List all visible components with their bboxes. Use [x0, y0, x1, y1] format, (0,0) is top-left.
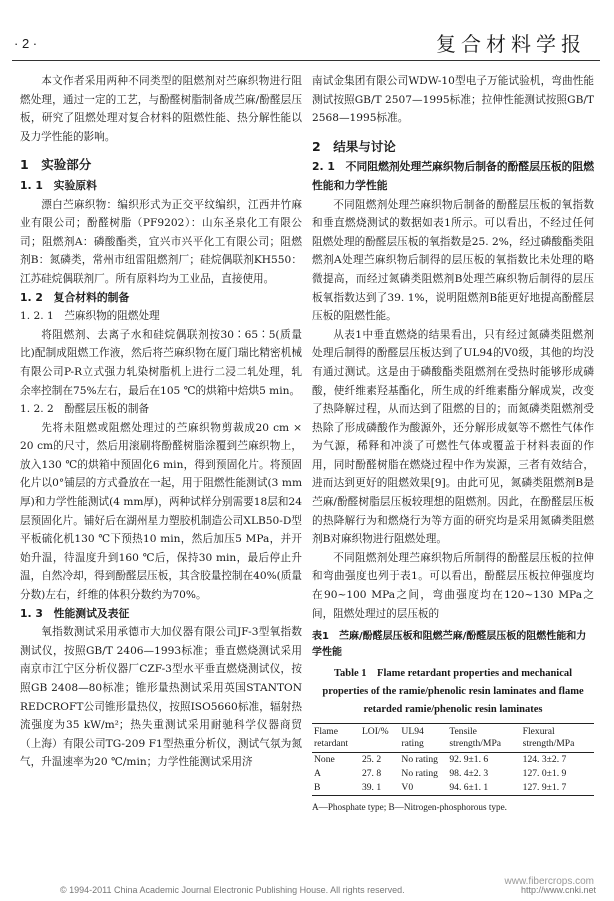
table-row — [312, 767, 594, 781]
col-header-loi: LOI/% — [360, 724, 399, 753]
table-cell: 94. 6±1. 1 — [447, 781, 520, 796]
section-heading-results: 2 结果与讨论 — [312, 138, 396, 154]
left-column — [20, 72, 302, 772]
subsection-heading-testing: 1. 3 性能测试及表征 — [20, 606, 130, 620]
subsection-heading-flame-properties: 2. 1 不同阻燃剂处理苎麻织物后制备的酚醛层压板的阻燃性能和力学性能 — [312, 160, 595, 192]
table-cell: 98. 4±2. 3 — [449, 768, 489, 780]
copyright-notice: © 1994-2011 China Academic Journal Electronic Publishing House. All rights reserved. — [60, 885, 405, 895]
table-cell: 92. 9±1. 6 — [449, 754, 489, 766]
subsection-heading-preparation: 1. 2 复合材料的制备 — [20, 290, 130, 304]
results-paragraph-2: 从表1中垂直燃烧的结果看出，只有经过氮磷类阻燃剂处理后制得的酚醛层压板达到了UL94的V0级，其他的均没有通过测试。这是由于磷酸酯类阻燃剂在受热时能够形成磷酸，使纤维素羟基酯化，所生成的纤维素酯分解成炭，改变了热降解过程，从而达到了阻燃的目的；而氮磷类阻燃剂受热除了形成磷酸作为酸源外，还分解形成氨等不燃性气体作为气源，稀释和冲淡了可燃性气体或覆盖于材料表面的作用，同时酚醛树脂在燃烧过程中作为炭源，三者有效结合，进而达到更好的阻燃效果[9]。由此可见，氮磷类阻燃剂B是苎麻/酚醛树脂层压板较理想的阻燃剂。因此，在酚醛层压板的热降解行为和燃烧行为等方面的研究均是采用氮磷类阻燃剂B对麻织物进行阻燃处理。 — [312, 328, 594, 546]
col-header-tensile: Tensile strength/MPa — [447, 724, 520, 753]
table-cell: 127. 0±1. 9 — [522, 768, 567, 780]
intro-paragraph: 本文作者采用两种不同类型的阻燃剂对苎麻织物进行阻燃处理，通过一定的工艺，与酚醛树脂制备成苎麻/酚醛层压板，研究了阻燃处理对复合材料的阻燃性能、热分解性能以及力学性能的影响。 — [20, 75, 302, 143]
table-caption-english: Table 1 Flame retardant properties and mechanical properties of the ramie/phenolic resin laminates and flame retarded ramie/phenolic resin laminates — [322, 668, 584, 716]
table-cell: None — [314, 754, 335, 766]
properties-table — [312, 723, 594, 796]
table-cell: 27. 8 — [361, 768, 382, 780]
table-cell: A — [314, 768, 321, 780]
table-caption-chinese: 表1 苎麻/酚醛层压板和阻燃苎麻/酚醛层压板的阻燃性能和力学性能 — [312, 631, 587, 659]
table-cell: B — [312, 781, 360, 796]
table-cell: 124. 3±2. 7 — [522, 754, 567, 766]
testing-paragraph: 氧指数测试采用承德市大加仪器有限公司JF-3型氧指数测试仪，按照GB/T 2406—1993标准；垂直燃烧测试采用南京市江宁区分析仪器厂CZF-3型水平垂直燃烧测试仪，按照GB 2408—80标准；锥形量热测试采用英国STANTON REDCROFT公司锥形量热仪，按照ISO5660标准，辐射热流强度为35 kW/m²；热失重测试采用耐驰科学仪器商贸（上海）有限公司TG-209 F1型热重分析仪，测试气氛为氮气，升温速率为20 ℃/min；力学性能测试采用济 — [20, 626, 302, 769]
subsubsection-heading-treatment: 1. 2. 1 苎麻织物的阻燃处理 — [20, 310, 160, 323]
journal-title: 复合材料学报 — [436, 32, 586, 56]
table-cell: 127. 9±1. 7 — [521, 781, 594, 796]
table-cell: 39. 1 — [360, 781, 399, 796]
table-cell: No rating — [401, 768, 438, 780]
col-header-flexural: Flexural strength/MPa — [521, 724, 594, 753]
table-note: A—Phosphate type; B—Nitrogen-phosphorous type. — [312, 802, 507, 813]
page-header — [0, 0, 614, 70]
laminate-paragraph: 先将未阻燃或阻燃处理过的苎麻织物剪裁成20 cm × 20 cm的尺寸，然后用滚刷将酚醛树脂涂覆到苎麻织物上，放入130 ℃的烘箱中预固化6 min，得到预固化片。将预固化片以0°铺层的方式叠放在一起，用于阻燃性能测试(3 mm厚)和力学性能测试(4 mm厚)，两种试样分别需要18层和24层预固化片。铺好后在湖州星力塑胶机制造公司XLB50-D型平板硫化机130 ℃下预热10 min，然后加压5 MPa，并开始升温，待温度升到160 ℃后，保持30 min，最后停止升温，自然冷却，得到酚醛层压板，其含胶量控制在40%(质量分数)左右，纤维的体积分数约为70%。 — [20, 421, 302, 602]
col-header-flame-retardant: Flame retardant — [312, 724, 360, 753]
table-cell: No rating — [401, 754, 438, 766]
table-row — [312, 753, 594, 768]
header-rule — [12, 60, 600, 61]
subsection-heading-materials: 1. 1 实验原料 — [20, 178, 97, 192]
page-number: · 2 · — [14, 36, 38, 51]
subsubsection-heading-laminate: 1. 2. 2 酚醛层压板的制备 — [20, 403, 150, 416]
results-paragraph-3: 不同阻燃剂处理苎麻织物后所制得的酚醛层压板的拉伸和弯曲强度也列于表1。可以看出，酚醛层压板拉伸强度均在90~100 MPa之间，弯曲强度均在120~130 MPa之间，阻燃处理过的层压板的 — [312, 551, 594, 620]
table-cell: 25. 2 — [361, 754, 382, 766]
table-cell: V0 — [399, 781, 447, 796]
watermark-url: www.fibercrops.com — [504, 876, 594, 887]
table-header-row — [312, 724, 594, 753]
col-header-ul94: UL94 rating — [399, 724, 447, 753]
table-row — [312, 781, 594, 796]
footer-link[interactable]: http://www.cnki.net — [520, 885, 596, 895]
page-footer — [0, 881, 614, 895]
results-paragraph-1: 不同阻燃剂处理苎麻织物后制备的酚醛层压板的氧指数和垂直燃烧测试的数据如表1所示。可以看出，不经过任何阻燃处理的酚醛层压板的氧指数是25. 2%，经过磷酸酯类阻燃剂A处理苎麻织物后制得的层压板的氧指数比未处理的略微提高，而经过氮磷类阻燃剂B处理苎麻织物后制得的层压板氧指数达到了39. 1%，说明阻燃剂B能更好地提高酚醛层压板的阻燃性能。 — [312, 198, 594, 323]
treatment-paragraph: 将阻燃剂、去离子水和硅烷偶联剂按30∶65∶5(质量比)配制成阻燃工作液，然后将苎麻织物在厦门瑞比精密机械有限公司P-R立式强力轧染树脂机上进行二浸二轧处理，轧余率控制在75%左右，最后在105 ℃的烘箱中焙烘5 min。 — [20, 328, 302, 397]
materials-paragraph: 漂白苎麻织物：编织形式为正交平纹编织，江西井竹麻业有限公司；酚醛树脂（PF9202）：山东圣泉化工有限公司；阻燃剂A：磷酸酯类，宜兴市兴平化工有限公司；阻燃剂B：氮磷类，常州市纽雷阻燃剂厂；硅烷偶联剂KH550：江苏硅烷偶联剂厂。所有原料均为工业品，直接使用。 — [20, 198, 302, 285]
section-heading-experimental: 1 实验部分 — [20, 157, 92, 173]
testing-continued-paragraph: 南试金集团有限公司WDW-10型电子万能试验机，弯曲性能测试按照GB/T 2507—1995标准；拉伸性能测试按照GB/T 2568—1995标准。 — [312, 75, 594, 125]
right-column — [312, 72, 594, 817]
